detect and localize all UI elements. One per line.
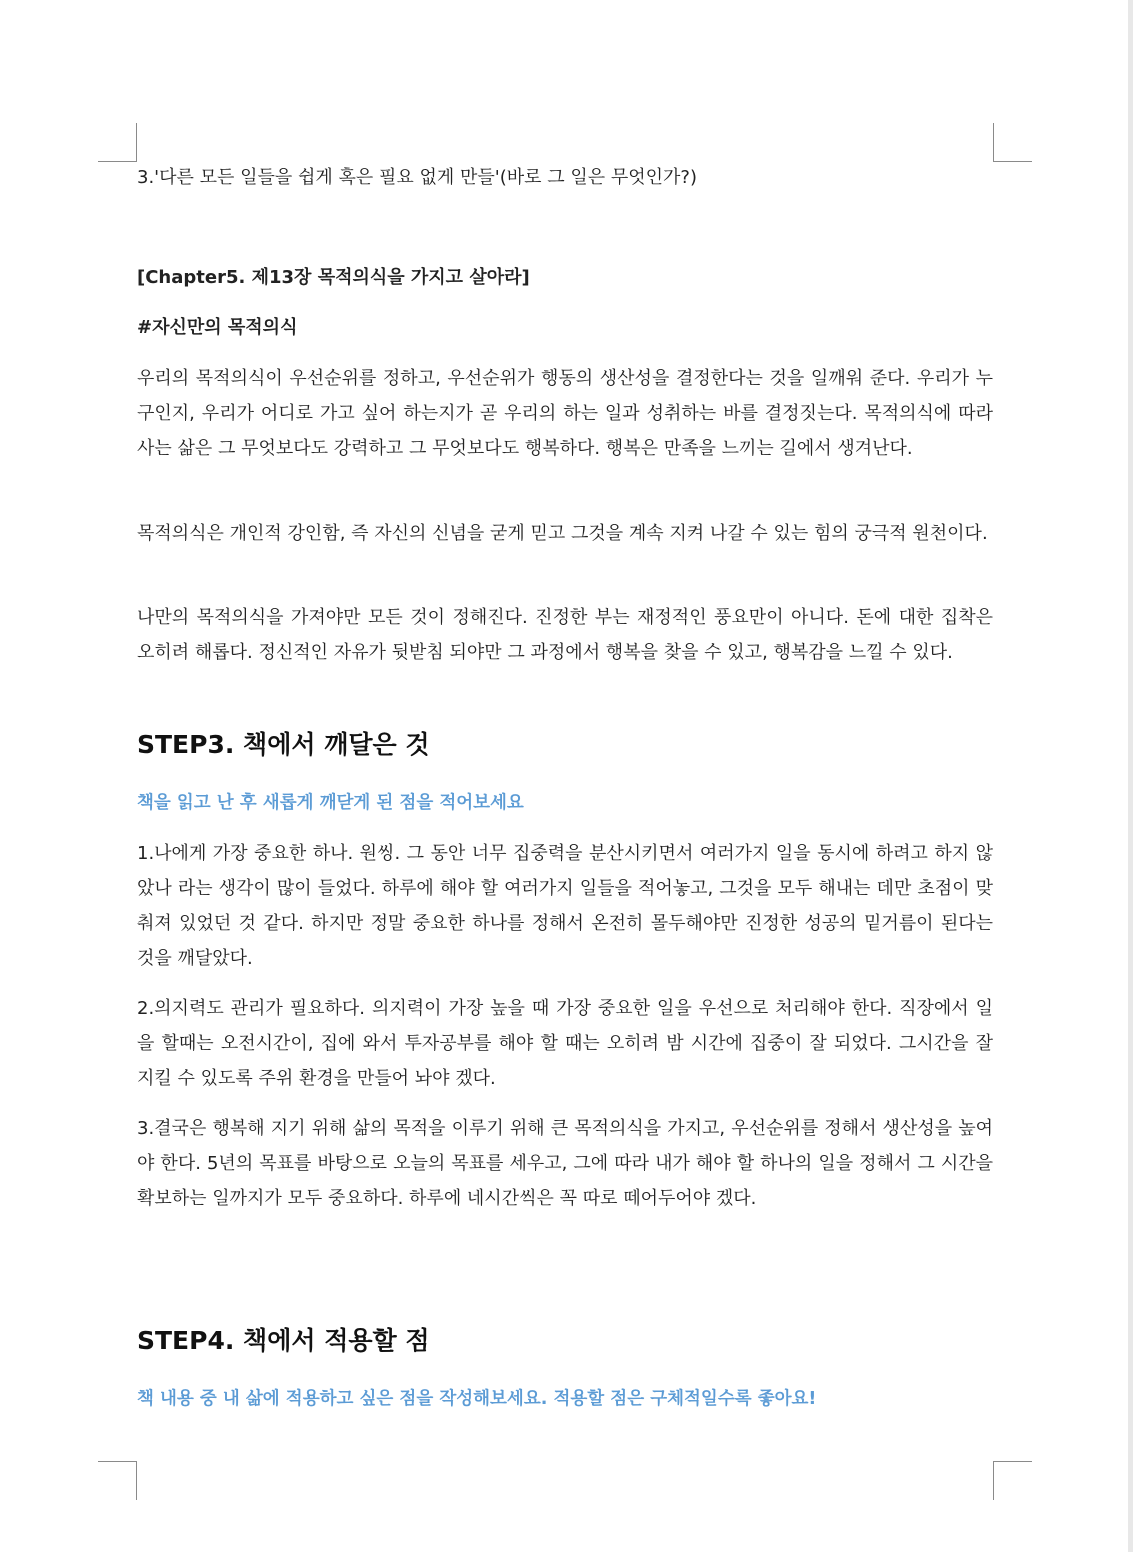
chapter-paragraph-2: 목적의식은 개인적 강인함, 즉 자신의 신념을 굳게 믿고 그것을 계속 지켜 나갈 수 있는 힘의 궁극적 원천이다.	[137, 523, 988, 544]
step3-paragraph-3: 3.결국은 행복해 지기 위해 삶의 목적을 이루기 위해 큰 목적의식을 가지고, 우선순위를 정해서 생산성을 높여야 한다. 5년의 목표를 바탕으로 오늘의 목표를 세우고, 그에 따라 내가 해야 할 하나의 일을 정해서 그 시간을 확보하는 일까지가 모두 중요하다. 하루에 네시간씩은 꼭 따로 떼어두어야 겠다.	[137, 1118, 993, 1209]
sub-heading: #자신만의 목적의식	[137, 317, 298, 338]
step3-paragraph-1: 1.나에게 가장 중요한 하나. 원씽. 그 동안 너무 집중력을 분산시키면서 여러가지 일을 동시에 하려고 하지 않았나 라는 생각이 많이 들었다. 하루에 해야 할 여러가지 일들을 적어놓고, 그것을 모두 해내는 데만 초점이 맞춰져 있었던 것 같다. 하지만 정말 중요한 하나를 정해서 온전히 몰두해야만 진정한 성공의 밑거름이 된다는 것을 깨달았다.	[137, 843, 993, 969]
chapter-paragraph-1: 우리의 목적의식이 우선순위를 정하고, 우선순위가 행동의 생산성을 결정한다는 것을 일깨워 준다. 우리가 누구인지, 우리가 어디로 가고 싶어 하는지가 곧 우리의 하는 일과 성취하는 바를 결정짓는다. 목적의식에 따라 사는 삶은 그 무엇보다도 강력하고 그 무엇보다도 행복하다. 행복은 만족을 느끼는 길에서 생겨난다.	[137, 368, 993, 459]
vertical-scrollbar[interactable]	[1128, 0, 1133, 1552]
crop-mark-top-right	[993, 123, 1032, 162]
crop-mark-bottom-left	[98, 1461, 137, 1500]
crop-mark-top-left	[98, 123, 137, 162]
step4-title: STEP4. 책에서 적용할 점	[137, 1326, 430, 1355]
step3-paragraph-2: 2.의지력도 관리가 필요하다. 의지력이 가장 높을 때 가장 중요한 일을 우선으로 처리해야 한다. 직장에서 일을 할때는 오전시간이, 집에 와서 투자공부를 해야 할 때는 오히려 밤 시간에 집중이 잘 되었다. 그시간을 잘 지킬 수 있도록 주위 환경을 만들어 놔야 겠다.	[137, 998, 993, 1089]
step3-title: STEP3. 책에서 깨달은 것	[137, 730, 430, 759]
step4-prompt: 책 내용 중 내 삶에 적용하고 싶은 점을 작성해보세요. 적용할 점은 구체적일수록 좋아요!	[137, 1389, 817, 1409]
crop-mark-bottom-right	[993, 1461, 1032, 1500]
chapter-heading: [Chapter5. 제13장 목적의식을 가지고 살아라]	[137, 267, 530, 288]
chapter-paragraph-3: 나만의 목적의식을 가져야만 모든 것이 정해진다. 진정한 부는 재정적인 풍요만이 아니다. 돈에 대한 집착은 오히려 해롭다. 정신적인 자유가 뒷받침 되야만 그 과정에서 행복을 찾을 수 있고, 행복감을 느낄 수 있다.	[137, 607, 993, 663]
step3-prompt: 책을 읽고 난 후 새롭게 깨닫게 된 점을 적어보세요	[137, 793, 524, 813]
intro-line: 3.'다른 모든 일들을 쉽게 혹은 필요 없게 만들'(바로 그 일은 무엇인가?)	[137, 167, 697, 188]
